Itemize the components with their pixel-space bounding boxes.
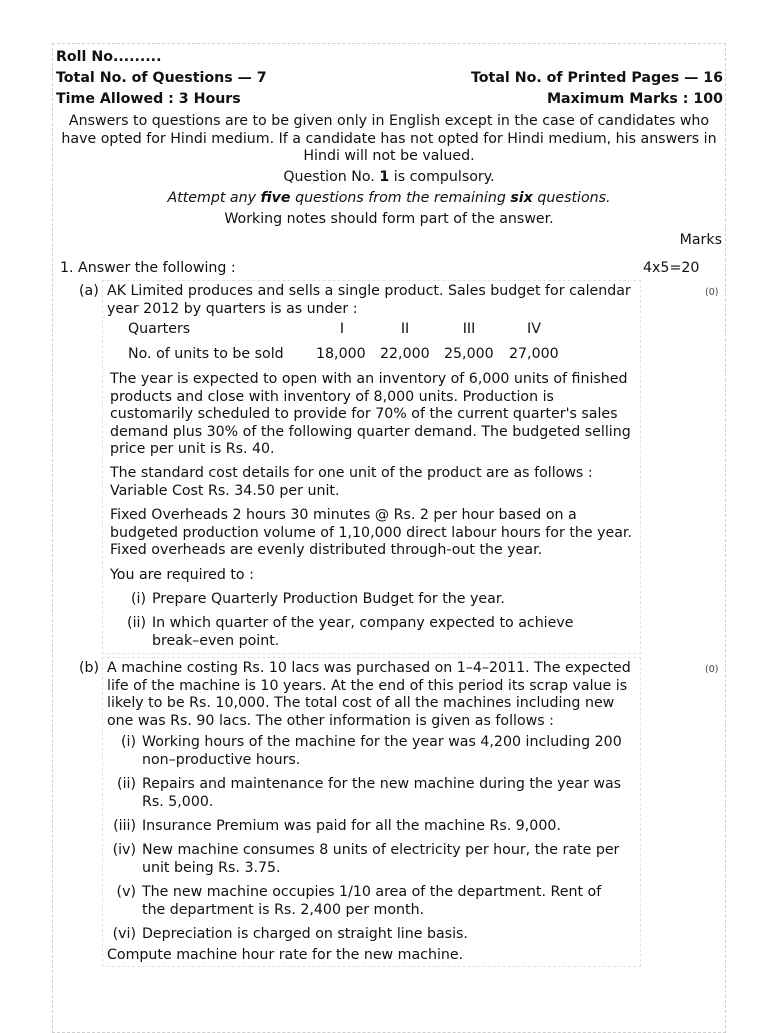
part-a-para-3: Fixed Overheads 2 hours 30 minutes @ Rs. 2 per hour based on a budgeted production volume of 1,10,000 direct labour hours for the year. Fixed overheads are evenly distributed through-out the year.	[110, 507, 632, 558]
table-quarter-3: III	[462, 321, 476, 337]
part-b-item	[98, 818, 633, 836]
part-b-item-num: (ii)	[117, 776, 136, 792]
table-value-1: 18,000	[316, 346, 366, 362]
part-b-marks: (0)	[705, 664, 719, 675]
compulsory-instruction: Question No. 1 is compulsory.	[283, 169, 495, 185]
time-allowed: Time Allowed : 3 Hours	[56, 91, 241, 107]
attempt-instruction: Attempt any five questions from the remaining six questions.	[167, 190, 611, 206]
part-b-closing: Compute machine hour rate for the new machine.	[107, 947, 464, 963]
table-value-4: 27,000	[509, 346, 559, 362]
part-a-required: You are required to :	[110, 567, 254, 583]
part-a-item-num: (i)	[130, 591, 146, 607]
part-b-item-num: (v)	[116, 884, 136, 900]
table-value-3: 25,000	[444, 346, 494, 362]
part-b-item-num: (vi)	[112, 926, 136, 942]
question-1-marks: 4x5=20	[643, 260, 700, 276]
part-b-item-text: The new machine occupies 1/10 area of the department. Rent of the department is Rs. 2,400 per month.	[142, 884, 602, 918]
table-row-label: No. of units to be sold	[128, 346, 284, 362]
table-header-label: Quarters	[128, 321, 191, 337]
part-b-item	[98, 884, 633, 919]
part-a-para-1: The year is expected to open with an inventory of 6,000 units of finished products and close with inventory of 8,000 units. Production is customarily scheduled to provide for 70% of the current quarter's sales demand plus 30% of the following quarter demand. The budgeted selling price per unit is Rs. 40.	[110, 371, 631, 457]
table-value-2: 22,000	[380, 346, 430, 362]
part-b-item	[98, 776, 633, 811]
part-b-item-text: Working hours of the machine for the year was 4,200 including 200 non–productive hours.	[142, 734, 622, 768]
part-a-item	[108, 591, 633, 609]
part-b-item-text: New machine consumes 8 units of electricity per hour, the rate per unit being Rs. 3.75.	[142, 842, 620, 876]
part-b-item-num: (iv)	[112, 842, 136, 858]
part-a-label: (a)	[79, 283, 99, 299]
part-a-item-text: In which quarter of the year, company expected to achieve break–even point.	[152, 615, 574, 649]
part-a-intro: AK Limited produces and sells a single product. Sales budget for calendar year 2012 by quarters is as under :	[107, 283, 631, 317]
part-b-label: (b)	[79, 660, 100, 676]
part-b-item-num: (i)	[120, 734, 136, 750]
part-a-item	[108, 615, 633, 650]
part-a-item-num: (ii)	[127, 615, 146, 631]
language-instruction: Answers to questions are to be given only in English except in the case of candidates who have opted for Hindi medium. If a candidate has not opted for Hindi medium, his answers in Hindi will not be valued.	[61, 113, 717, 164]
table-quarter-2: II	[400, 321, 410, 337]
part-a-marks: (0)	[705, 287, 719, 298]
marks-column-label: Marks	[679, 232, 722, 248]
working-notes-instruction: Working notes should form part of the answer.	[224, 211, 554, 227]
part-b-item-text: Repairs and maintenance for the new machine during the year was Rs. 5,000.	[142, 776, 622, 810]
part-a-item-text: Prepare Quarterly Production Budget for the year.	[152, 591, 505, 607]
question-1-text: 1. Answer the following :	[60, 260, 236, 276]
part-b-item-text: Depreciation is charged on straight line basis.	[142, 926, 468, 942]
part-b-item-num: (iii)	[113, 818, 136, 834]
part-b-item	[98, 926, 633, 944]
table-quarter-4: IV	[527, 321, 541, 337]
part-b-item	[98, 734, 633, 769]
table-quarter-1: I	[339, 321, 345, 337]
part-b-intro: A machine costing Rs. 10 lacs was purchased on 1–4–2011. The expected life of the machine is 10 years. At the end of this period its scrap value is likely to be Rs. 10,000. The total cost of all the machines including new one was Rs. 90 lacs. The other information is given as follows :	[107, 660, 631, 729]
part-b-item-text: Insurance Premium was paid for all the machine Rs. 9,000.	[142, 818, 561, 834]
total-pages: Total No. of Printed Pages — 16	[471, 70, 723, 86]
roll-no: Roll No.........	[56, 49, 162, 65]
part-b-item	[98, 842, 633, 877]
max-marks: Maximum Marks : 100	[546, 91, 723, 107]
total-questions: Total No. of Questions — 7	[56, 70, 267, 86]
part-a-para-2: The standard cost details for one unit of the product are as follows : Variable Cost Rs. 34.50 per unit.	[110, 465, 593, 499]
